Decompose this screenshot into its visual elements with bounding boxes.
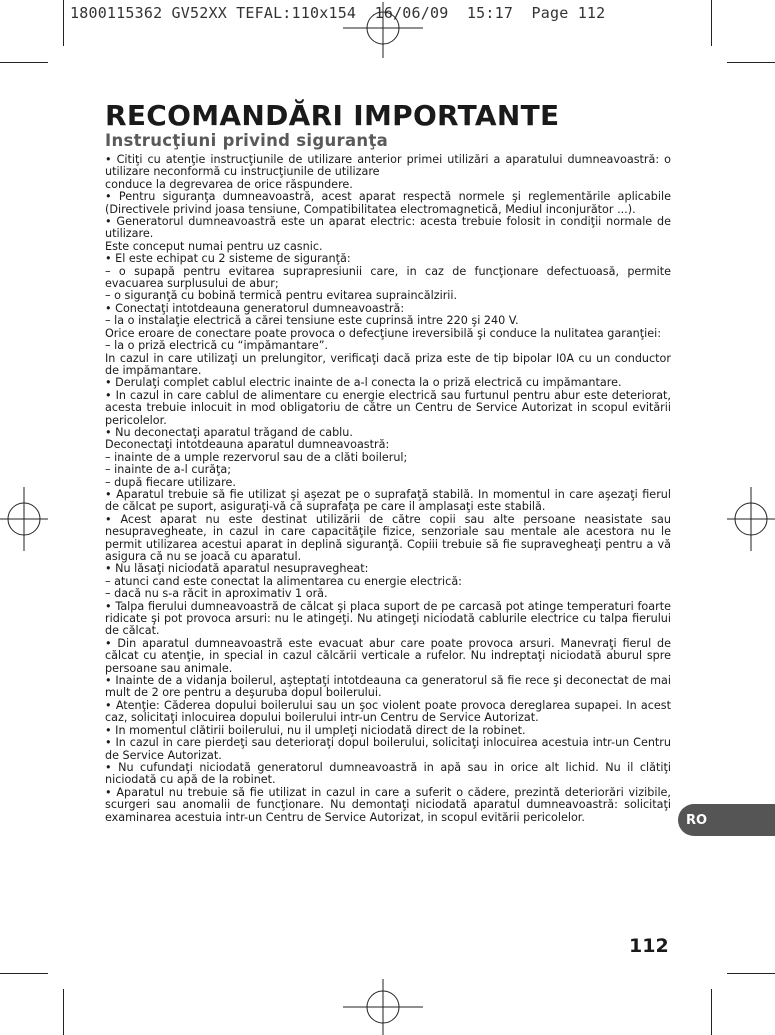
paragraph: • El este echipat cu 2 sisteme de siguranţă:	[105, 252, 351, 266]
registration-mark-top-icon	[343, 2, 423, 58]
registration-mark-bottom-icon	[343, 979, 423, 1035]
section-subtitle: Instrucţiuni privind siguranţa	[105, 131, 389, 150]
crop-mark-bottom-right-h	[727, 973, 775, 974]
paragraph: In cazul in care utilizaţi un prelungitor, verificaţi dacă priza este de tip bipolar I0A cu un conductor de impămantare.	[105, 351, 671, 377]
paragraph: • Nu lăsaţi niciodată aparatul nesupravegheat:	[105, 562, 369, 576]
language-tab-label: RO	[686, 812, 708, 828]
paragraph: Deconectaţi intotdeauna aparatul dumneavoastră:	[105, 438, 390, 452]
paragraph: – inainte de a umple rezervorul sau de a clăti boilerul;	[105, 450, 408, 464]
language-tab	[678, 804, 775, 836]
paragraph: • Aparatul nu trebuie să fie utilizat in cazul in care a suferit o cădere, prezintă deteriorări vizibile, scurgeri sau anomalii de funcţionare. Nu demontaţi niciodată aparatul dumneavoastră: solicitaţi examinarea acestuia intr-un Centru de Service Autorizat, in scopul evitării pericolelor.	[105, 785, 671, 824]
paragraph: Orice eroare de conectare poate provoca o defecţiune ireversibilă şi conduce la nulitatea garanţiei:	[105, 326, 662, 340]
crop-mark-top-left-h	[0, 62, 48, 63]
paragraph: • Generatorul dumneavoastră este un aparat electric: acesta trebuie folosit in condiţii normale de utilizare.	[105, 215, 671, 241]
crop-mark-bottom-right-v	[711, 989, 712, 1035]
paragraph: • Nu cufundaţi niciodată generatorul dumneavoastră in apă sau in orice alt lichid. Nu il clătiţi niciodată cu apă de la robinet.	[105, 760, 671, 787]
paragraph: • Pentru siguranţa dumneavoastră, acest aparat respectă normele şi reglementările aplicabile (Directivele privind joasa tensiune, Compatibilitatea electromagnetică, Mediul inconjurător ...).	[105, 190, 671, 216]
paragraph: • Acest aparat nu este destinat utilizării de către copii sau alte persoane neasistate sau nesupravegheate, in cazul in care capacităţile fizice, senzoriale sau mentale ale acestora nu le permit utilizarea acestui aparat in deplină siguranţă. Copiii trebuie să fie supravegheaţi pentru a vă asigura că nu se joacă cu aparatul.	[105, 512, 671, 563]
paragraph: – o supapă pentru evitarea suprapresiunii care, in caz de funcţionare defectuoasă, permite evacuarea surplusului de abur;	[105, 264, 671, 291]
paragraph: – o siguranţă cu bobină termică pentru evitarea supraincălzirii.	[105, 289, 458, 303]
paragraph: – inainte de a-l curăţa;	[105, 463, 232, 477]
crop-mark-top-left-v	[63, 0, 64, 46]
page-number: 112	[629, 935, 669, 957]
paragraph: • Citiţi cu atenţie instrucţiunile de utilizare anterior primei utilizări a aparatului dumneavoastră: o utilizare neconformă cu instrucţiunile de utilizare	[105, 153, 671, 179]
paragraph: • Din aparatul dumneavoastră este evacuat abur care poate provoca arsuri. Manevraţi fierul de călcat cu atenţie, in special in cazul călcării verticale a rufelor. Nu indreptaţi niciodată aburul spre persoane sau animale.	[105, 636, 671, 675]
paragraph: • Conectaţi intotdeauna generatorul dumneavoastră:	[105, 301, 405, 315]
paragraph: – la o instalaţie electrică a cărei tensiune este cuprinsă intre 220 şi 240 V.	[105, 314, 519, 328]
crop-mark-bottom-left-v	[63, 989, 64, 1035]
registration-mark-right-icon	[727, 487, 775, 551]
paragraph: – dacă nu s-a răcit in aproximativ 1 oră.	[105, 587, 328, 601]
paragraph: • In momentul clătirii boilerului, nu il umpleţi niciodată direct de la robinet.	[105, 723, 526, 737]
paragraph: Este conceput numai pentru uz casnic.	[105, 239, 323, 253]
paragraph: • Atenţie: Căderea dopului boilerului sau un şoc violent poate provoca dereglarea supapei. In acest caz, solicitaţi inlocuirea dopului boilerului intr-un Centru de Service Autorizat.	[105, 698, 671, 725]
paragraph: conduce la degrevarea de orice răspundere.	[105, 177, 353, 191]
safety-instructions-body	[105, 154, 671, 824]
paragraph: – la o priză electrică cu “impămantare”.	[105, 339, 329, 353]
page-title: RECOMANDĂRI IMPORTANTE	[105, 99, 560, 132]
paragraph: • Nu deconectaţi aparatul trăgand de cablu.	[105, 425, 353, 439]
paragraph: • Aparatul trebuie să fie utilizat şi aşezat pe o suprafaţă stabilă. In momentul in care aşezaţi fierul de călcat pe suport, asiguraţi-vă că suprafaţa pe care il amplasaţi este stabilă.	[105, 487, 671, 514]
crop-mark-top-right-h	[727, 62, 775, 63]
crop-mark-bottom-left-h	[0, 973, 48, 974]
paragraph: – după fiecare utilizare.	[105, 475, 236, 489]
paragraph: – atunci cand este conectat la alimentarea cu energie electrică:	[105, 574, 462, 588]
paragraph: • In cazul in care cablul de alimentare cu energie electrică sau furtunul pentru abur este deteriorat, acesta trebuie inlocuit in mod obligatoriu de către un Centru de Service Autorizat in scopul evitării pericolelor.	[105, 388, 671, 427]
paragraph: • Talpa fierului dumneavoastră de călcat şi placa suport de pe carcasă pot atinge temperaturi foarte ridicate şi pot provoca arsuri: nu le atingeţi. Nu atingeţi niciodată cablurile electrice cu talpa fierului de călcat.	[105, 599, 671, 638]
paragraph: • Derulaţi complet cablul electric inainte de a-l conecta la o priză electrică cu impămantare.	[105, 376, 622, 390]
crop-mark-top-right-v	[711, 0, 712, 46]
registration-mark-left-icon	[0, 487, 48, 551]
print-slug-header: 1800115362 GV52XX TEFAL:110x154 16/06/09 15:17 Page 112	[70, 4, 606, 22]
paragraph: • Inainte de a vidanja boilerul, aşteptaţi intotdeauna ca generatorul să fie rece şi deconectat de mai mult de 2 ore pentru a deşuruba dopul boilerului.	[105, 674, 671, 700]
paragraph: • In cazul in care pierdeţi sau deterioraţi dopul boilerului, solicitaţi inlocuirea acestuia intr-un Centru de Service Autorizat.	[105, 736, 671, 762]
